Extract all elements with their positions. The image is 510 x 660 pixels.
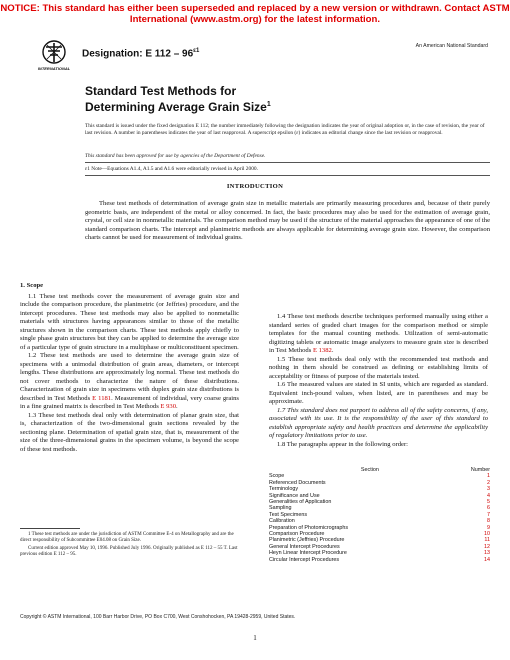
issue-statement: This standard is issued under the fixed designation E 112; the number immediately following the designation indicates the year of original adoption or, in the case of revision, the year of last revision. A number in parentheses indicates the year of last reapproval. A superscript epsilon (ε) indicates an editorial change since the last revision or reapproval. (85, 123, 485, 137)
reference-link-e930[interactable]: E 930 (160, 403, 176, 410)
designation (82, 48, 199, 59)
section-number-link[interactable]: 7 (487, 511, 490, 518)
footnote-edition: Current edition approved May 10, 1996. Published July 1996. Originally published as E 112 – 55 T. Last previous edition E 112 – 95. (20, 545, 238, 558)
section-label: Generalities of Application (269, 499, 332, 506)
dod-approval: This standard has been approved for use by agencies of the Department of Defense. (85, 153, 266, 159)
paragraph-1-5: 1.5 These test methods deal only with the recommended test methods and nothing in them should be construed as defining or establishing limits of acceptability or fitness of purpose of the materials tested. (269, 355, 488, 380)
section-label: Planimetric (Jeffries) Procedure (269, 537, 345, 544)
notice-line-1: NOTICE: This standard has either been superseded and replaced by a new version or withdrawn. Contact ASTM (0, 3, 510, 14)
section-number-link[interactable]: 14 (484, 556, 490, 563)
section-label: Calibration (269, 518, 295, 525)
introduction-heading: INTRODUCTION (226, 183, 284, 190)
section-label: Circular Intercept Procedures (269, 556, 340, 563)
logo-wordmark: INTERNATIONAL (37, 66, 71, 71)
section-label: Comparison Procedure (269, 531, 325, 538)
introduction-text: These test methods of determination of average grain size in metallic materials are primarily measuring procedures and, because of their purely geometric basis, are independent of the metal or alloy concerned. In fact, the basic procedures may also be used for the estimation of average grain, crystal, or cell size in nonmetallic materials. The comparison method may be used if the structure of the material approaches the appearance of one of the standard comparison charts. The intercept and planimetric methods are always applicable for determining average grain size. However, the comparison charts cannot be used for measurement of individual grains. (85, 200, 490, 241)
section-label: Heyn Linear Intercept Procedure (269, 550, 347, 557)
astm-logo (34, 38, 74, 74)
section-number-link[interactable]: 4 (487, 492, 490, 499)
page-number: 1 (253, 634, 257, 642)
section-number-link[interactable]: 1 (487, 473, 490, 480)
section-label: Sampling (269, 505, 292, 512)
section-column-header: Section (360, 467, 379, 473)
scope-heading: 1. Scope (20, 282, 44, 289)
paragraph-1-3: 1.3 These test methods deal only with determination of planar grain size, that is, characterization of the two-dimensional grain sections revealed by the sectioning plane. Determination of spatial grain size, that is, measurement of the size of the three-dimensional grains in the specimen volume, is beyond the scope of these test methods. (20, 411, 239, 453)
paragraph-1-4: 1.4 These test methods describe techniques performed manually using either a standard series of graded chart images for the comparison method or simple templates for the manual counting methods. Utilization of semi-automatic digitizing tablets or automatic image analyzers to measure grain size is described in Test Methods E 1382. (269, 313, 488, 354)
footnotes (20, 532, 239, 560)
section-number-link[interactable]: 2 (487, 479, 490, 486)
paragraph-1-1: 1.1 These test methods cover the measurement of average grain size and include the comparison procedure, the planimetric (or Jeffries) procedure, and the intercept procedures. These test methods may also be applied to nonmetallic materials with structures having appearances similar to those of the metallic structures shown in the comparison charts. These test methods apply chiefly to single phase grain structures but they can be applied to determine the average size of a particular type of grain structure in a multiphase or multiconstituent specimen. (20, 292, 239, 351)
section-table (269, 467, 490, 563)
paragraph-1-6: 1.6 The measured values are stated in SI units, which are regarded as standard. Equivalent inch-pound values, when listed, are in parentheses and may be approximate. (269, 381, 488, 405)
title-footnote-mark: 1 (266, 101, 271, 108)
section-label: Preparation of Photomicrographs (269, 524, 349, 531)
paragraph-1-8: 1.8 The paragraphs appear in the following order: (277, 440, 408, 448)
number-column-header: Number (470, 467, 490, 473)
notice-line-2: International (www.astm.org) for the latest information. (129, 14, 381, 25)
section-number-link[interactable]: 12 (484, 543, 490, 550)
section-table-header (269, 467, 490, 473)
section-number-link[interactable]: 6 (487, 505, 490, 512)
section-label: Test Specimens (269, 511, 308, 518)
designation-epsilon: ε1 (193, 48, 200, 54)
designation-text: Designation: E 112 – 96 (82, 48, 194, 60)
section-label: Terminology (269, 486, 299, 493)
divider (85, 162, 490, 163)
copyright-notice: Copyright © ASTM International, 100 Barr Harbor Drive, PO Box C700, West Conshohocken, PA 19428-2959, United States. (20, 614, 296, 620)
footnote-1: 1 These test methods are under the jurisdiction of ASTM Committee E-4 on Metallography and are the direct responsibility of Subcommittee E04.08 on Grain Size. (20, 532, 234, 544)
reference-link-e1382[interactable]: E 1382 (312, 347, 332, 354)
editorial-note: ε1 Note—Equations A1.4, A1.5 and A1.6 were editorially revised in April 2000. (85, 166, 258, 172)
paragraph-1-2: 1.2 These test methods are used to determine the average grain size of specimens with a unimodal distribution of grain areas, diameters, or intercept lengths. These distributions are approximately log normal. These test methods do not cover methods to characterize the nature of these distributions. Characterization of grain size in specimens with duplex grain size distributions is described in Test Methods E 1181. Measurement of individual, very coarse grains in a fine grained matrix is described in Test Methods E 930. (20, 352, 240, 410)
section-table-row (269, 557, 490, 563)
section-label: General Intercept Procedures (269, 543, 340, 550)
document-title (85, 85, 271, 114)
section-number-link[interactable]: 5 (487, 499, 490, 506)
american-national-standard: An American National Standard (415, 43, 488, 49)
paragraph-1-7: 1.7 This standard does not purport to address all of the safety concerns, if any, associated with its use. It is the responsibility of the user of this standard to establish appropriate safety and health practices and determine the applicability of regulatory limitations prior to use. (269, 406, 488, 439)
section-number-link[interactable]: 13 (484, 550, 490, 557)
section-label: Referenced Documents (269, 479, 326, 486)
section-number-link[interactable]: 10 (484, 531, 490, 538)
section-label: Significance and Use (269, 492, 320, 499)
left-column (20, 282, 239, 454)
section-number-link[interactable]: 11 (484, 537, 490, 544)
section-number-link[interactable]: 9 (487, 524, 490, 531)
section-number-link[interactable]: 3 (487, 486, 490, 493)
divider (85, 175, 490, 176)
withdrawal-notice (0, 3, 510, 25)
reference-link-e1181[interactable]: E 1181 (92, 394, 112, 402)
title-line-1: Standard Test Methods for (85, 84, 237, 98)
footnote-divider (20, 528, 80, 529)
section-label: Scope (269, 473, 285, 480)
right-column (269, 313, 488, 449)
section-number-link[interactable]: 8 (487, 518, 490, 525)
title-line-2: Determining Average Grain Size (85, 100, 267, 114)
